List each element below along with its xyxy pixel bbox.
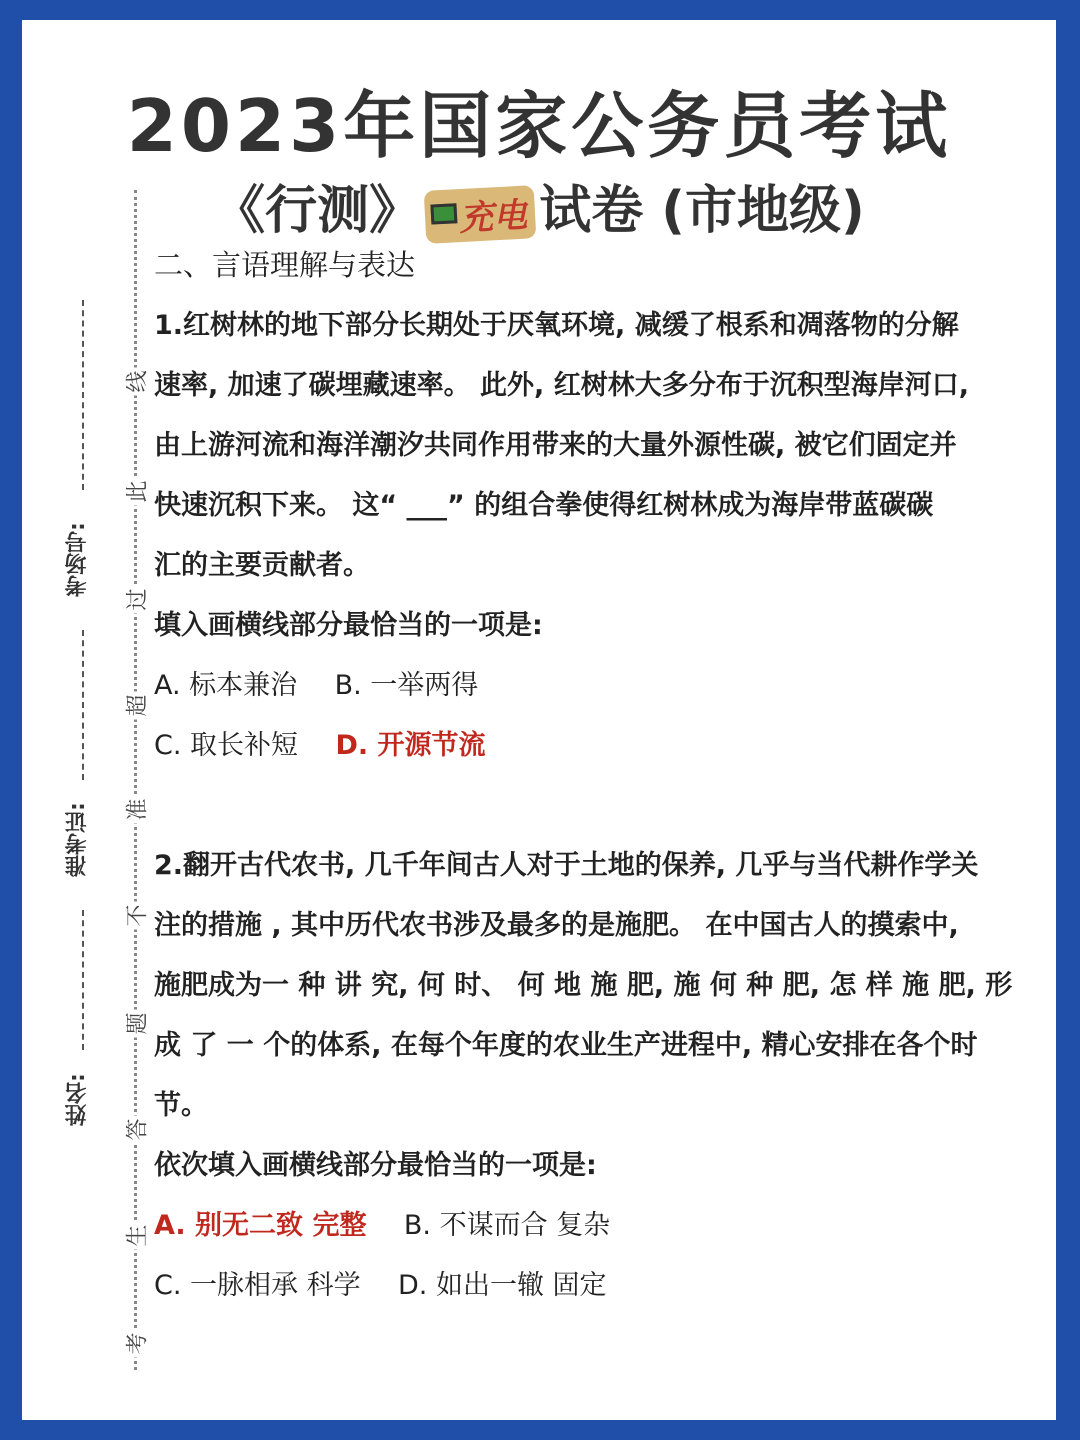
stamp-text: 充电 [458, 195, 529, 239]
charge-stamp [424, 185, 537, 244]
option-a: A. 标本兼治 [154, 670, 298, 701]
question-line: 节。 [154, 1090, 208, 1121]
seal-char: 此 [121, 478, 152, 506]
question-line: 注的措施 , 其中历代农书涉及最多的是施肥。 在中国古人的摸索中, [154, 910, 959, 941]
page-subtitle [22, 168, 1056, 243]
option-b: B. 不谋而合 复杂 [403, 1210, 611, 1241]
admission-label: 准考证: [65, 802, 90, 878]
seal-char: 生 [121, 1222, 152, 1250]
question-line: 速率, 加速了碳埋藏速率。 此外, 红树林大多分布于沉积型海岸河口, [154, 370, 969, 401]
dash-line [82, 300, 84, 490]
question-line: 快速沉积下来。 这“ ___” 的组合拳使得红树林成为海岸带蓝碳碳 [154, 490, 934, 521]
page-title: 2023年国家公务员考试 [126, 84, 952, 168]
question-prompt: 填入画横线部分最恰当的一项是: [154, 610, 543, 641]
question-content [154, 240, 1034, 1316]
question-line: 2.翻开古代农书, 几千年间古人对于土地的保养, 几乎与当代耕作学关 [154, 850, 979, 881]
question-line: 由上游河流和海洋潮汐共同作用带来的大量外源性碳, 被它们固定并 [154, 430, 957, 461]
subtitle-right: 试卷 (市地级) [539, 181, 865, 241]
battery-icon [431, 203, 458, 224]
dash-line [82, 630, 84, 780]
question-line: 汇的主要贡献者。 [154, 550, 370, 581]
seal-char: 准 [121, 796, 152, 824]
subtitle-left: 《行测》 [213, 181, 422, 241]
option-d-correct: D. 开源节流 [335, 730, 486, 761]
dash-line [82, 910, 84, 1050]
seal-char: 答 [121, 1116, 152, 1144]
option-d: D. 如出一辙 固定 [398, 1270, 607, 1301]
exam-sheet [22, 20, 1056, 1420]
section-title: 二、言语理解与表达 [154, 248, 416, 282]
seal-char: 考 [121, 1330, 152, 1358]
options-row [154, 656, 1034, 716]
options-row [154, 1196, 1034, 1256]
question-line: 施肥成为一 种 讲 究, 何 时、 何 地 施 肥, 施 何 种 肥, 怎 样 施 肥, 形 [154, 970, 1013, 1001]
option-a-correct: A. 别无二致 完整 [154, 1210, 367, 1241]
exam-room-label: 考场号: [65, 522, 90, 598]
question-prompt: 依次填入画横线部分最恰当的一项是: [154, 1150, 597, 1181]
options-row [154, 1256, 1034, 1316]
seal-char: 过 [121, 586, 152, 614]
options-row [154, 716, 1034, 776]
question-2 [154, 836, 1034, 1316]
name-label: 姓名: [65, 1073, 90, 1127]
question-line: 成 了 一 个的体系, 在每个年度的农业生产进程中, 精心安排在各个时 [154, 1030, 978, 1061]
seal-char: 题 [121, 1010, 152, 1038]
option-c: C. 取长补短 [154, 730, 299, 761]
seal-char: 不 [121, 902, 152, 930]
binding-margin [62, 300, 106, 1360]
seal-char: 超 [121, 692, 152, 720]
question-line: 1.红树林的地下部分长期处于厌氧环境, 减缓了根系和凋落物的分解 [154, 310, 959, 341]
seal-line [122, 190, 152, 1370]
seal-char: 线 [121, 368, 152, 396]
option-b: B. 一举两得 [334, 670, 479, 701]
question-1 [154, 296, 1034, 776]
option-c: C. 一脉相承 科学 [154, 1270, 361, 1301]
